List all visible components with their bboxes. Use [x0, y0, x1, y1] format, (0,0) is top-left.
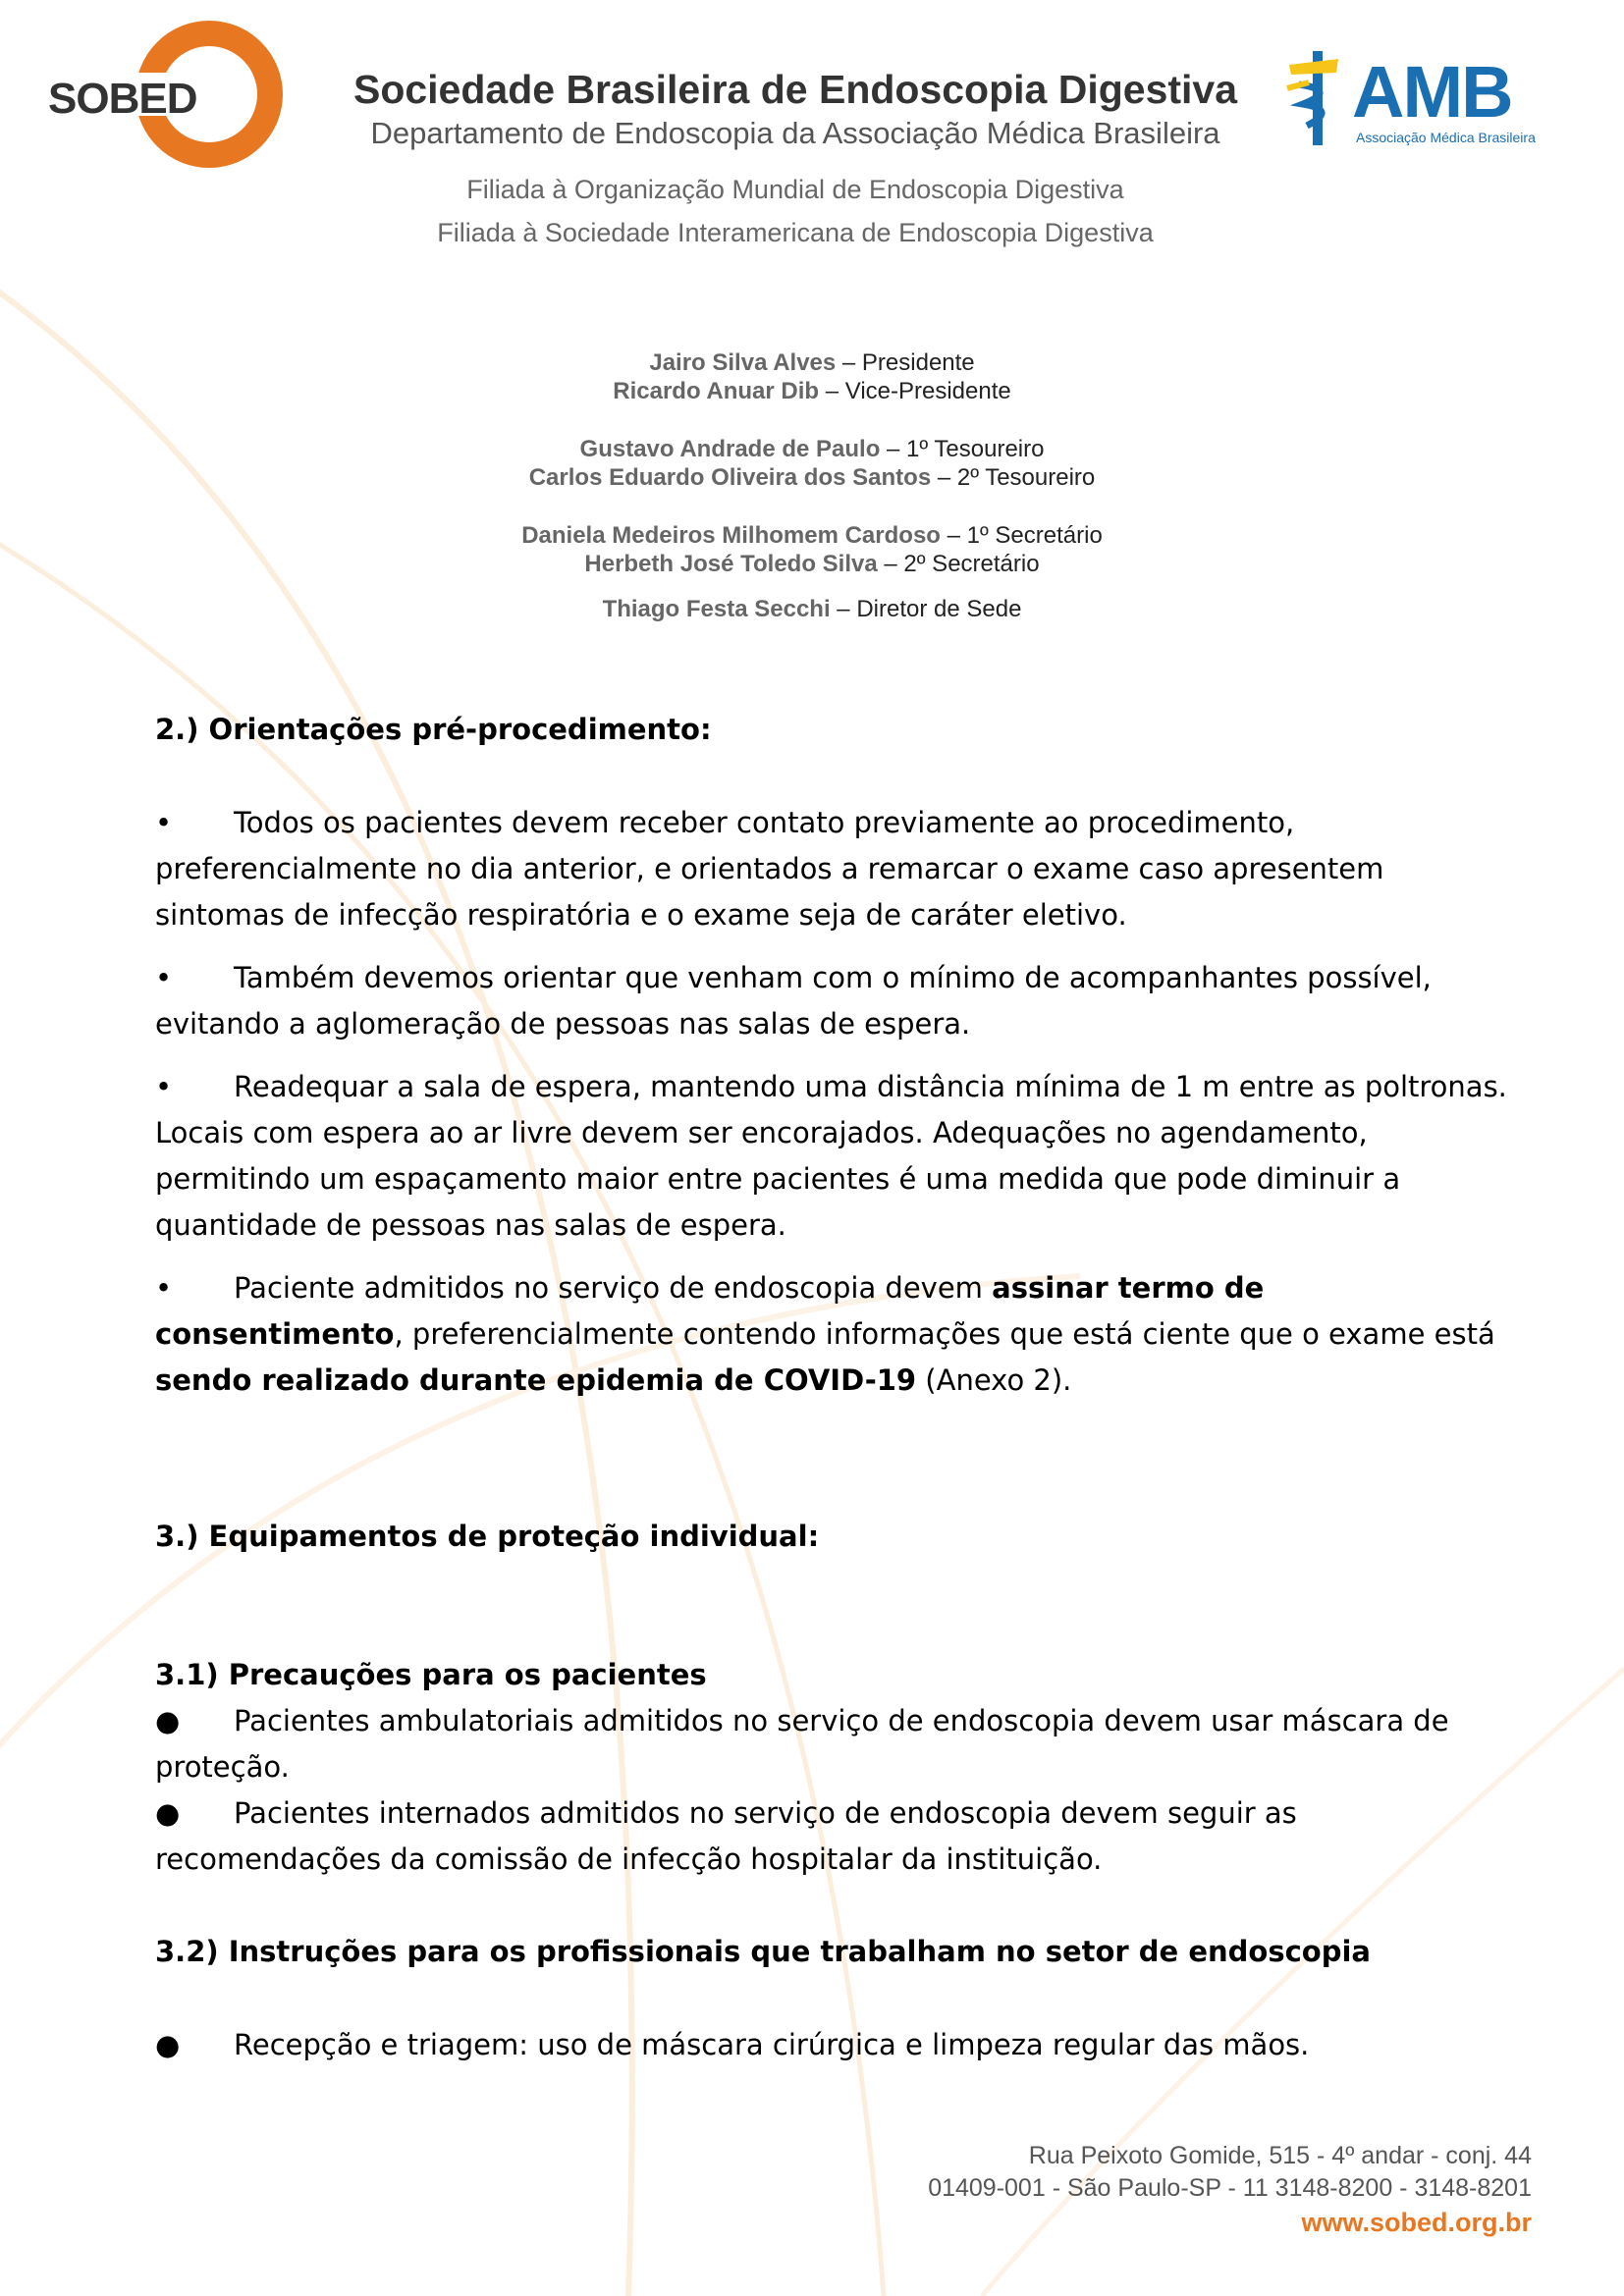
board-member	[0, 377, 1624, 405]
board-member	[0, 550, 1624, 578]
list-item	[155, 1698, 1520, 1790]
member-role: – 2º Tesoureiro	[931, 464, 1096, 491]
member-name: Jairo Silva Alves	[649, 349, 837, 376]
section-3-heading: 3.) Equipamentos de proteção individual:	[155, 1520, 820, 1553]
list-item-text: Pacientes ambulatoriais admitidos no serviço de endoscopia devem usar máscara de proteção.	[155, 1704, 1449, 1784]
list-item-text-part: Paciente admitidos no serviço de endoscopia devem	[234, 1271, 993, 1305]
affiliation-line-1: Filiada à Organização Mundial de Endoscopia Digestiva	[466, 175, 1124, 204]
amb-logo-text: AMB	[1352, 51, 1512, 133]
list-item-text: Readequar a sala de espera, mantendo uma distância mínima de 1 m entre as poltronas. Locais com espera ao ar livre devem ser encorajados. Adequações no agendamento, permitindo um espaçamento maior entre pacientes é uma medida que pode diminuir a quantidade de pessoas nas salas de espera.	[155, 1070, 1507, 1242]
affiliation-line-2: Filiada à Sociedade Interamericana de Endoscopia Digestiva	[437, 218, 1154, 247]
list-item	[155, 2022, 1520, 2068]
list-item-text: Também devemos orientar que venham com o mínimo de acompanhantes possível, evitando a aglomeração de pessoas nas salas de espera.	[155, 961, 1432, 1041]
board-member	[0, 348, 1624, 377]
address-line-2: 01409-001 - São Paulo-SP - 11 3148-8200 - 3148-8201	[928, 2174, 1532, 2202]
member-role: – Presidente	[836, 349, 975, 376]
bullet-icon: ●	[155, 1704, 181, 1737]
sobed-logo-text: SOBED	[48, 75, 197, 123]
member-name: Carlos Eduardo Oliveira dos Santos	[528, 464, 932, 491]
society-title-block	[324, 65, 1267, 153]
member-name: Herbeth José Toledo Silva	[584, 551, 878, 577]
society-department: Departamento de Endoscopia da Associação Médica Brasileira	[370, 116, 1220, 150]
list-item-bold-text: assinar termo de consentimento	[155, 1271, 1265, 1351]
board-member	[0, 595, 1624, 623]
section-2-heading: 2.) Orientações pré-procedimento:	[155, 713, 712, 746]
sobed-logo	[44, 18, 301, 171]
list-item	[155, 1265, 1520, 1404]
board-of-directors	[0, 348, 1624, 623]
member-name: Thiago Festa Secchi	[602, 596, 831, 622]
amb-subtitle: Associação Médica Brasileira	[1356, 130, 1536, 145]
member-name: Daniela Medeiros Milhomem Cardoso	[521, 522, 941, 549]
website-link[interactable]: www.sobed.org.br	[1301, 2208, 1532, 2237]
caduceus-icon	[1279, 45, 1358, 153]
bullet-icon: •	[155, 1070, 173, 1103]
list-item-text-part: , preferencialmente contendo informações que está ciente que o exame está	[394, 1317, 1495, 1351]
member-name: Gustavo Andrade de Paulo	[579, 436, 881, 462]
member-role: – Diretor de Sede	[830, 596, 1022, 622]
footer-address	[864, 2140, 1532, 2240]
board-member	[0, 435, 1624, 463]
address-line-1: Rua Peixoto Gomide, 515 - 4º andar - conj. 44	[1028, 2142, 1532, 2169]
list-item	[155, 1064, 1520, 1249]
bullet-icon: •	[155, 1271, 173, 1305]
document-body	[155, 707, 1520, 2068]
list-item	[155, 1790, 1520, 1883]
member-role: – 2º Secretário	[877, 551, 1040, 577]
list-item-text: Recepção e triagem: uso de máscara cirúrgica e limpeza regular das mãos.	[234, 2028, 1310, 2061]
member-role: – 1º Tesoureiro	[880, 436, 1045, 462]
bullet-icon: •	[155, 806, 173, 839]
board-member	[0, 521, 1624, 550]
board-member	[0, 463, 1624, 492]
list-item	[155, 955, 1520, 1047]
list-item	[155, 800, 1520, 938]
bullet-icon: •	[155, 961, 173, 994]
section-3-2-heading: 3.2) Instruções para os profissionais que trabalham no setor de endoscopia	[155, 1935, 1371, 1968]
list-item-text: Todos os pacientes devem receber contato previamente ao procedimento, preferencialmente no dia anterior, e orientados a remarcar o exame caso apresentem sintomas de infecção respiratória e o exame seja de caráter eletivo.	[155, 806, 1384, 932]
list-item-text-part: (Anexo 2).	[916, 1363, 1072, 1397]
list-item-text: Pacientes internados admitidos no serviço de endoscopia devem seguir as recomendações da comissão de infecção hospitalar da instituição.	[155, 1796, 1297, 1876]
member-name: Ricardo Anuar Dib	[613, 378, 820, 404]
list-item-bold-text: sendo realizado durante epidemia de COVID-19	[155, 1363, 917, 1397]
section-3-1-heading: 3.1) Precauções para os pacientes	[155, 1658, 707, 1691]
bullet-icon: ●	[155, 2028, 181, 2061]
society-name: Sociedade Brasileira de Endoscopia Digestiva	[352, 67, 1238, 112]
member-role: – Vice-Presidente	[819, 378, 1011, 404]
amb-logo	[1279, 45, 1544, 153]
bullet-icon: ●	[155, 1796, 181, 1830]
member-role: – 1º Secretário	[940, 522, 1103, 549]
